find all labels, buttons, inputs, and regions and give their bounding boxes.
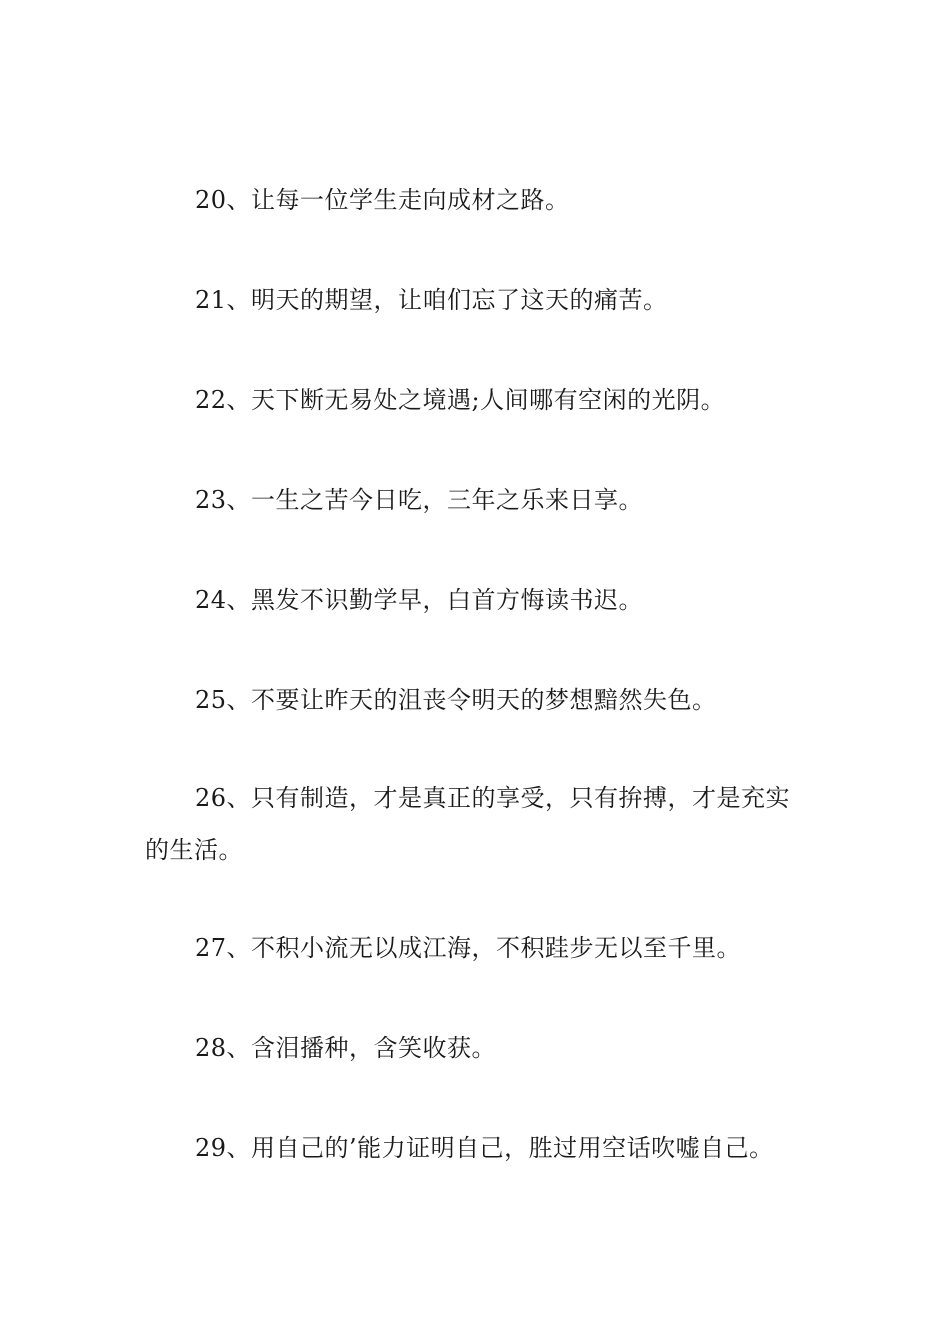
paragraph-text: 20、让每一位学生走向成材之路。 [195,186,570,214]
paragraph-26 [145,772,810,876]
paragraph-text: 25、不要让昨天的沮丧令明天的梦想黯然失色。 [195,686,717,714]
paragraph-text: 28、含泪播种，含笑收获。 [195,1034,497,1062]
paragraph-text: 24、黑发不识勤学早，白首方悔读书迟。 [195,586,644,614]
paragraph-27 [145,922,810,974]
paragraph-20 [145,174,810,226]
paragraph-25 [145,674,810,726]
paragraph-text: 21、明天的期望，让咱们忘了这天的痛苦。 [195,286,668,314]
paragraph-23 [145,474,810,526]
paragraph-text: 23、一生之苦今日吃，三年之乐来日享。 [195,486,644,514]
paragraph-text: 22、天下断无易处之境遇;人间哪有空闲的光阴。 [195,386,726,414]
paragraph-29 [145,1122,810,1174]
paragraph-text: 27、不积小流无以成江海，不积跬步无以至千里。 [195,934,742,962]
paragraph-text: 29、用自己的’能力证明自己，胜过用空话吹嘘自己。 [195,1134,774,1162]
paragraph-24 [145,574,810,626]
paragraph-21 [145,274,810,326]
paragraph-text: 26、只有制造，才是真正的享受，只有拚搏，才是充实的生活。 [145,784,791,864]
paragraph-22 [145,374,810,426]
paragraph-28 [145,1022,810,1074]
